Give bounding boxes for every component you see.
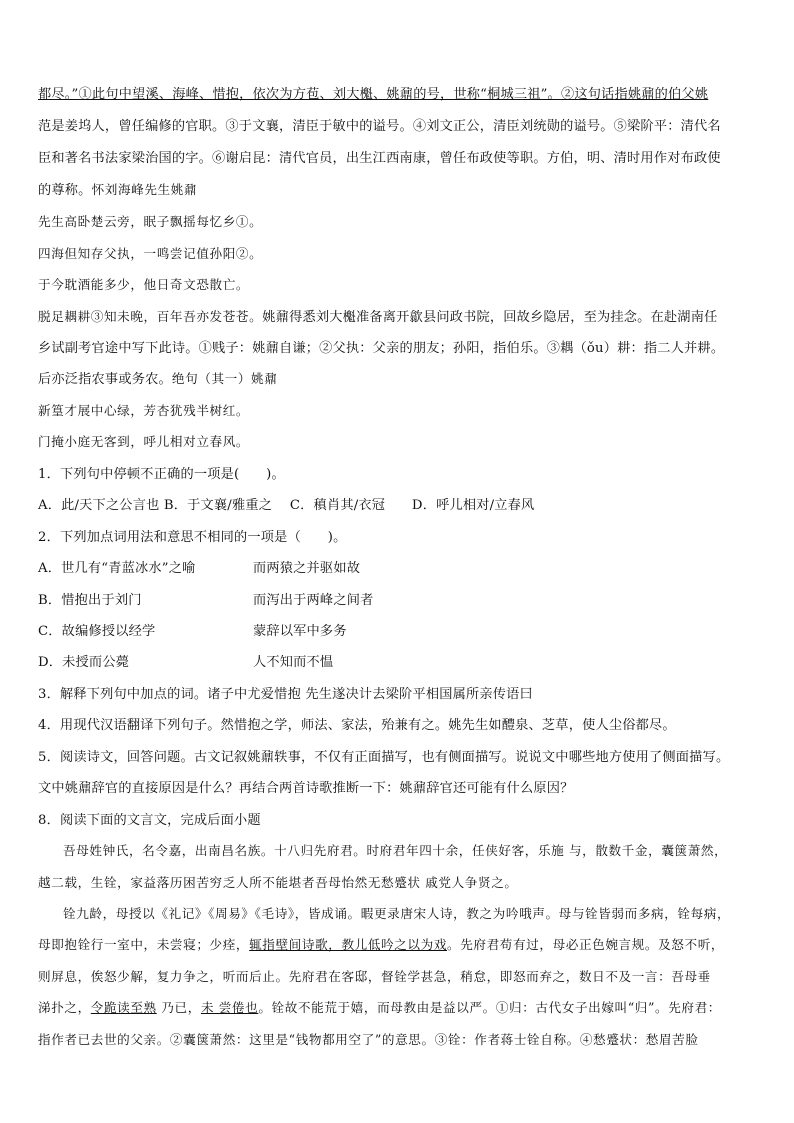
poem1-note-line-3 (38, 368, 277, 387)
poem1-line-3: 于今耽酒能多少，他日奇文恐散亡。 (38, 277, 250, 292)
poem1-note-end: 后亦泛指农事或务农。 (38, 372, 172, 387)
underlined-phrase-1: 令跪读至熟 (90, 1000, 157, 1015)
passage-text: 母即抱铨行一室中，未尝寝；少痊， (38, 937, 250, 952)
poem1-line-2: 四海但知存父执，一鸣尝记值孙阳②。 (38, 246, 263, 261)
question-4: 4．用现代汉语翻译下列句子。然惜抱之学，师法、家法，殆兼有之。姚先生如醴泉、芝草，使人尘俗都尽。 (38, 718, 676, 733)
question-2-option-c (38, 620, 347, 639)
question-1-options: A．此/天下之公言也 B．于文襄/雅重之 C．稹肖其/衣冠 D．呼儿相对/立春风 (38, 498, 535, 513)
note-line-3: 臣和著名书法家梁治国的字。⑥谢启昆：清代官员，出生江西南康，曾任布政使等职。方伯，明、清时用作对布政使 (38, 151, 721, 166)
passage-p2-line-3: 则屏息，俟怒少解，复力争之，听而后止。先府君在客邸，督铨学甚急，稍怠，即怒而弃之，数日不及一言：吾母垂 (38, 969, 711, 984)
note-line-2: 范是姜坞人，曾任编修的官职。③于文襄，清臣于敏中的谥号。④刘文正公，清臣刘统勋的谥号。⑤梁阶平：清代名 (38, 119, 721, 134)
note-underlined-start: 都尽。”①此句中望溪、海峰、惜抱，依次为方苞、刘大櫆、姚鼐的号，世称“桐城三祖”。②这句话指姚鼐的伯父姚 (38, 87, 709, 102)
option-b-left: B．惜抱出于刘门 (38, 593, 142, 608)
option-a-right: 而两猿之并驱如故 (253, 561, 361, 576)
note-line-4-text: 的尊称。 (38, 183, 92, 198)
poem1-note-line-2: 乡试副考官途中写下此诗。①贱子：姚鼐自谦；②父执：父亲的朋友；孙阳，指伯乐。③耦（ǒu）耕：指二人并耕。 (38, 341, 725, 356)
option-d-right: 人不知而不愠 (253, 655, 334, 670)
passage-p1-line-2: 越二载，生铨，家益落历困苦穷乏人所不能堪者吾母怡然无愁蹙状 戚党人争贤之。 (38, 875, 518, 890)
note-line-4 (38, 179, 197, 198)
poem1-last-verse: 脱足耦耕③知未晚，百年吾亦发苍苍。 (38, 309, 263, 324)
option-c-right: 蒙辞以军中多务 (253, 624, 347, 639)
option-d-left: D．未授而公薨 (38, 655, 130, 670)
question-2-option-b (38, 589, 374, 608)
question-2-option-a (38, 557, 361, 576)
question-1-stem: 1．下列句中停顿不正确的一项是( )。 (38, 467, 285, 482)
note-line-1 (38, 83, 708, 102)
underlined-phrase-2: 未 尝倦也 (200, 1000, 259, 1015)
question-5-line-2: 文中姚鼐辞官的直接原因是什么？再结合两首诗歌推断一下：姚鼐辞官还可能有什么原因？ (38, 781, 574, 796)
question-2-option-d (38, 651, 334, 670)
passage-text: 乃已， (156, 1000, 201, 1015)
poem1-title: 怀刘海峰先生姚鼐 (91, 182, 198, 197)
question-3: 3．解释下列句中加点的词。诸子中尤爱惜抱 先生遂决计去梁阶平相国属所亲传语曰 (38, 687, 533, 702)
option-a-left: A．世几有“青蓝冰水”之喻 (38, 561, 196, 576)
option-c-left: C．故编修授以经学 (38, 624, 156, 639)
poem1-line-1: 先生高卧楚云旁，眠子飘摇每忆乡①。 (38, 214, 263, 229)
poem1-note-start: 姚鼐得悉刘大櫆准备离开歙县问政书院，回故乡隐居，至为挂念。在赴湖南任 (262, 310, 718, 325)
underlined-sentence: 辄指壁间诗歌，教儿低吟之以为戏 (249, 937, 448, 952)
poem2-title: 绝句（其一）姚鼐 (171, 371, 278, 386)
passage-p2-line-4 (38, 997, 721, 1016)
passage-text: 。先府君苟有过，母必正色婉言规。及怒不听， (447, 937, 725, 952)
passage-p1-line-1: 吾母姓钟氏，名令嘉，出南昌名族。十八归先府君。时府君年四十余，任侠好客，乐施 与，散数千金，囊箧萧然， (63, 843, 728, 858)
passage-text: 。铨故不能荒于嬉，而母教由是益以严。①归：古代女子出嫁叫“归”。先府君： (258, 1000, 721, 1015)
passage-p2-line-5: 指作者已去世的父亲。②囊箧萧然：这里是“钱物都用空了”的意思。③铨：作者蒋士铨自称。④愁蹙状：愁眉苦脸 (38, 1032, 699, 1047)
passage-p2-line-2 (38, 934, 724, 953)
option-b-right: 而泻出于两峰之间者 (253, 593, 374, 608)
question-2-stem: 2．下列加点词用法和意思不相同的一项是（ )。 (38, 530, 347, 545)
question-5-line-1: 5．阅读诗文，回答问题。古文记叙姚鼐轶事，不仅有正面描写，也有侧面描写。说说文中哪些地方使用了侧面描写。 (38, 750, 730, 765)
question-8-stem: 8．阅读下面的文言文，完成后面小题 (38, 813, 261, 828)
poem2-line-2: 门掩小庭无客到，呼儿相对立春风。 (38, 434, 250, 449)
passage-p2-line-1: 铨九龄，母授以《礼记》《周易》《毛诗》，皆成诵。暇更录唐宋人诗，教之为吟哦声。母与铨皆弱而多病，铨每病， (63, 906, 731, 921)
poem2-line-1: 新篁才展中心绿，芳杏犹残半树红。 (38, 403, 250, 418)
poem1-line-4 (38, 306, 717, 325)
passage-text: 涕扑之， (38, 1000, 91, 1015)
